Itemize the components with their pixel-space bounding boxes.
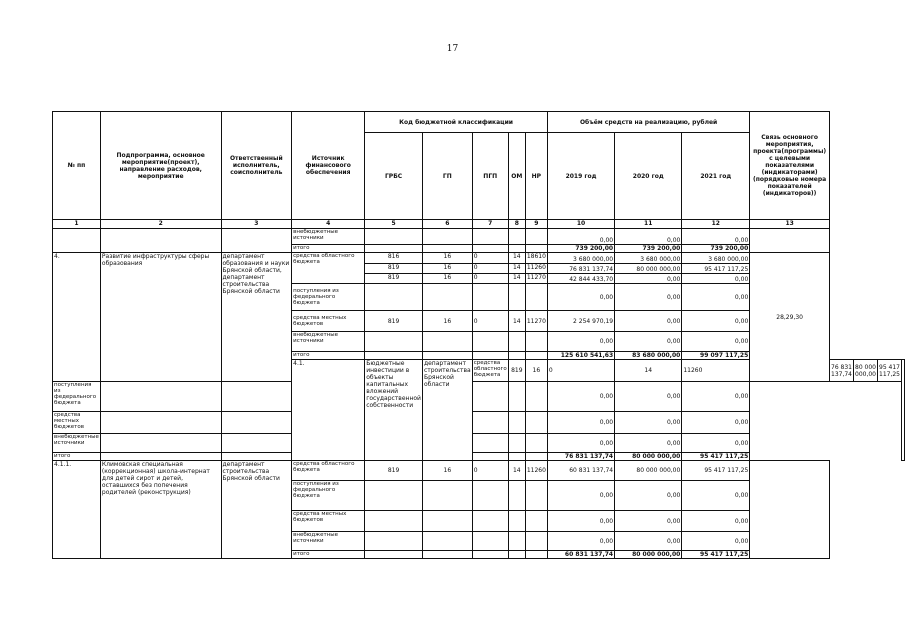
row-number: 4.1. (292, 360, 365, 461)
header-2019: 2019 год (547, 133, 614, 220)
value-2020: 0,00 (615, 382, 682, 412)
value-2020: 0,00 (615, 229, 682, 245)
source-label: средства местных бюджетов (53, 412, 101, 434)
col-num: 2 (100, 220, 221, 229)
value-2020: 0,00 (615, 311, 682, 332)
value-2019: 42 844 433,70 (547, 274, 614, 284)
source-label: внебюджетные источники (292, 532, 365, 551)
value-2019: 0,00 (547, 532, 614, 551)
header-program: Подпрограмма, основное мероприятие(проект), направление расходов, мероприятие (100, 112, 221, 220)
value-2019: 0,00 (547, 511, 614, 532)
value-2021: 0,00 (682, 532, 750, 551)
code-grbs: 819 (508, 360, 525, 382)
header-gp: ГП (422, 133, 472, 220)
col-num: 13 (750, 220, 830, 229)
value-2021: 0,00 (682, 284, 750, 311)
row-executor: департамент строительства Брянской области (422, 360, 472, 461)
table-row (53, 434, 905, 453)
header-grbs: ГРБС (365, 133, 423, 220)
col-num: 6 (422, 220, 472, 229)
code-grbs: 819 (365, 264, 423, 274)
value-2019: 3 680 000,00 (547, 253, 614, 264)
source-label: средства местных бюджетов (292, 311, 365, 332)
value-2019: 0,00 (547, 229, 614, 245)
value-2021: 0,00 (682, 412, 750, 434)
source-label: поступления из федерального бюджета (53, 382, 101, 412)
code-pgp: 0 (472, 311, 508, 332)
value-2021: 0,00 (682, 332, 750, 352)
code-grbs: 819 (365, 461, 423, 481)
value-2021: 3 680 000,00 (682, 253, 750, 264)
code-gp: 16 (422, 253, 472, 264)
source-label: итого (292, 352, 365, 360)
col-num: 1 (53, 220, 101, 229)
value-2020: 0,00 (615, 481, 682, 511)
col-num: 12 (682, 220, 750, 229)
value-2020: 0,00 (615, 434, 682, 453)
source-label: итого (292, 551, 365, 559)
total-2021: 739 200,00 (682, 245, 750, 253)
page-number: 17 (446, 44, 459, 54)
value-2021: 95 417 117,25 (682, 461, 750, 481)
empty-cell (221, 229, 292, 253)
value-2020: 80 000 000,00 (854, 360, 878, 382)
value-2020: 0,00 (615, 532, 682, 551)
total-2019: 60 831 137,74 (547, 551, 614, 559)
code-nr: 11270 (525, 311, 547, 332)
row-program-name: Климовская специальная (коррекционная) школа-интернат для детей сирот и детей, оставшихся без попечения родителей (реконструкция) (100, 461, 221, 559)
code-grbs: 819 (365, 311, 423, 332)
table-row (53, 229, 905, 245)
value-2020: 3 680 000,00 (615, 253, 682, 264)
value-2019: 76 831 137,74 (547, 264, 614, 274)
code-om: 14 (508, 253, 525, 264)
code-om: 14 (615, 360, 682, 382)
row-number: 4. (53, 253, 101, 382)
column-numbers-row (53, 220, 905, 229)
indicator-link: 28,29,30 (750, 253, 830, 382)
col-num: 10 (547, 220, 614, 229)
source-label: итого (292, 245, 365, 253)
code-nr: 11260 (525, 461, 547, 481)
source-label: итого (53, 453, 101, 461)
total-2021: 95 417 117,25 (682, 551, 750, 559)
table-row (53, 382, 905, 412)
header-volume: Объём средств на реализацию, рублей (547, 112, 749, 133)
col-num: 5 (365, 220, 423, 229)
value-2020: 80 000 000,00 (615, 264, 682, 274)
source-label: средства областного бюджета (472, 360, 508, 382)
table-row (53, 461, 905, 481)
header-no: № пп (53, 112, 101, 220)
code-pgp: 0 (472, 461, 508, 481)
code-nr: 11260 (525, 264, 547, 274)
col-num: 8 (508, 220, 525, 229)
empty-cell (53, 229, 101, 253)
code-pgp: 0 (472, 253, 508, 264)
header-budget-code: Код бюджетной классификации (365, 112, 548, 133)
value-2021: 0,00 (682, 481, 750, 511)
source-label: средства областного бюджета (292, 461, 365, 481)
total-2020: 739 200,00 (615, 245, 682, 253)
total-2020: 83 680 000,00 (615, 352, 682, 360)
total-2019: 125 610 541,63 (547, 352, 614, 360)
value-2019: 60 831 137,74 (547, 461, 614, 481)
total-2020: 80 000 000,00 (615, 551, 682, 559)
total-2019: 739 200,00 (547, 245, 614, 253)
value-2019: 0,00 (547, 332, 614, 352)
value-2019: 0,00 (547, 481, 614, 511)
header-2021: 2021 год (682, 133, 750, 220)
col-num: 11 (615, 220, 682, 229)
code-nr: 18610 (525, 253, 547, 264)
empty-cell (902, 360, 905, 461)
empty-cell (750, 229, 830, 253)
code-nr: 11260 (682, 360, 750, 382)
source-label: внебюджетные источники (292, 332, 365, 352)
value-2019: 0,00 (547, 434, 614, 453)
value-2021: 0,00 (682, 229, 750, 245)
header-om: ОМ (508, 133, 525, 220)
total-2021: 95 417 117,25 (682, 453, 750, 461)
code-gp: 16 (422, 311, 472, 332)
value-2019: 0,00 (547, 412, 614, 434)
value-2020: 0,00 (615, 412, 682, 434)
col-num: 4 (292, 220, 365, 229)
total-2021: 99 097 117,25 (682, 352, 750, 360)
value-2021: 95 417 117,25 (682, 264, 750, 274)
code-nr: 11270 (525, 274, 547, 284)
value-2021: 0,00 (682, 311, 750, 332)
source-label: внебюджетные источники (53, 434, 101, 453)
table-row (53, 453, 905, 461)
value-2020: 0,00 (615, 274, 682, 284)
header-pgp: ПГП (472, 133, 508, 220)
header-link: Связь основного мероприятия, проекта(программы) с целевыми показателями (индикаторами) (порядковые номера показателей (индикаторов)) (750, 112, 830, 220)
table-row (53, 412, 905, 434)
value-2020: 0,00 (615, 284, 682, 311)
value-2019: 76 831 137,74 (830, 360, 854, 382)
code-om: 14 (508, 274, 525, 284)
code-pgp: 0 (472, 264, 508, 274)
value-2020: 0,00 (615, 332, 682, 352)
header-nr: НР (525, 133, 547, 220)
row-program-name: Бюджетные инвестиции в объекты капитальных вложений государственной собственности (365, 360, 423, 461)
value-2021: 0,00 (682, 382, 750, 412)
header-executor: Ответственный исполнитель, соисполнитель (221, 112, 292, 220)
col-num: 9 (525, 220, 547, 229)
source-label: средства областного бюджета (292, 253, 365, 284)
value-2021: 95 417 117,25 (878, 360, 902, 382)
table-row (53, 253, 905, 264)
source-label: поступления из федерального бюджета (292, 284, 365, 311)
code-pgp: 0 (472, 274, 508, 284)
header-source: Источник финансового обеспечения (292, 112, 365, 220)
value-2021: 0,00 (682, 274, 750, 284)
total-2019: 76 831 137,74 (547, 453, 614, 461)
value-2021: 0,00 (682, 511, 750, 532)
row-executor: департамент образования и науки Брянской области, департамент строительства Брянской области (221, 253, 292, 382)
code-gp: 16 (422, 274, 472, 284)
code-gp: 16 (525, 360, 547, 382)
header-2020: 2020 год (615, 133, 682, 220)
header-row-1 (53, 112, 905, 133)
value-2019: 0,00 (547, 382, 614, 412)
source-label: средства местных бюджетов (292, 511, 365, 532)
value-2020: 0,00 (615, 511, 682, 532)
source-label: поступления из федерального бюджета (292, 481, 365, 511)
code-om: 14 (508, 264, 525, 274)
code-pgp: 0 (547, 360, 614, 382)
col-num: 7 (472, 220, 508, 229)
code-grbs: 819 (365, 274, 423, 284)
row-number: 4.1.1. (53, 461, 101, 559)
code-gp: 16 (422, 461, 472, 481)
code-om: 14 (508, 311, 525, 332)
empty-cell (100, 229, 221, 253)
total-2020: 80 000 000,00 (615, 453, 682, 461)
financing-table (52, 111, 905, 559)
row-program-name: Развитие инфраструктуры сферы образования (100, 253, 221, 382)
value-2019: 0,00 (547, 284, 614, 311)
code-grbs: 816 (365, 253, 423, 264)
value-2020: 80 000 000,00 (615, 461, 682, 481)
source-label: внебюджетные источники (292, 229, 365, 245)
code-om: 14 (508, 461, 525, 481)
value-2021: 0,00 (682, 434, 750, 453)
code-gp: 16 (422, 264, 472, 274)
empty-cell (750, 461, 830, 559)
value-2019: 2 254 970,19 (547, 311, 614, 332)
row-executor: департамент строительства Брянской области (221, 461, 292, 559)
col-num: 3 (221, 220, 292, 229)
